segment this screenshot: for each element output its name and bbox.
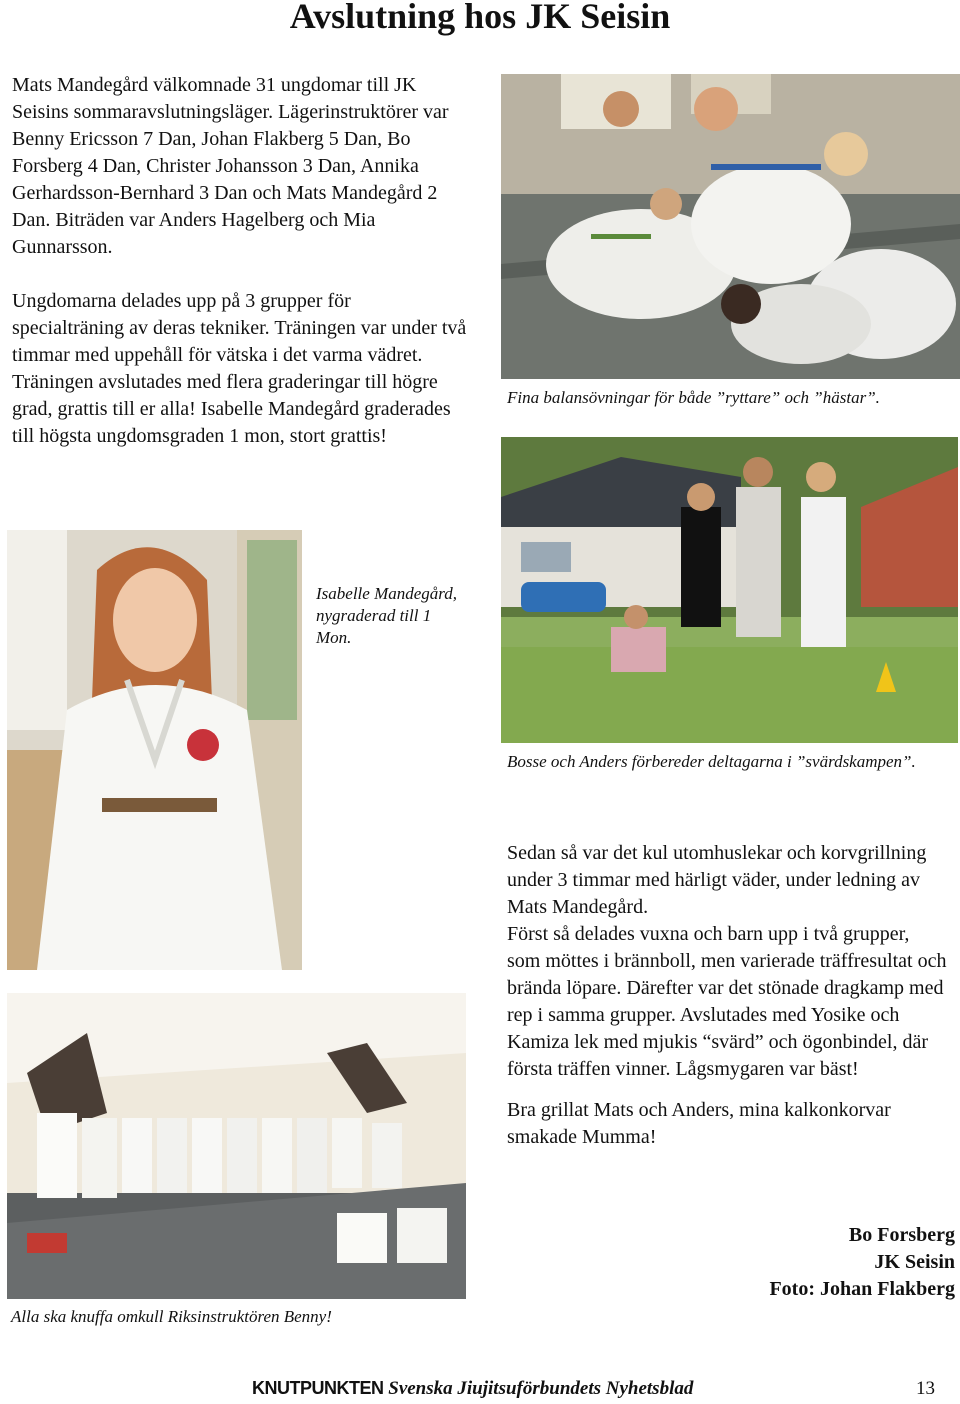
balance-exercise-photo [501,74,960,379]
club-name: JK Seisin [874,1251,955,1273]
outro-text [507,840,947,1151]
page-title: Avslutning hos JK Seisin [289,0,671,36]
intro-paragraph-1: Mats Mandegård välkomnade 31 ungdomar till JK Seisins sommaravslutningsläger. Lägerinstruktörer var Benny Ericsson 7 Dan, Johan Flakberg 5 Dan, Bo Forsberg 4 Dan, Christer Johansson 3 Dan, Annika Gerhardsson-Bernhard 3 Dan och Mats Mandegård 2 Dan. Biträden var Anders Hagelberg och Mia Gunnarsson. [12,74,449,258]
isabelle-photo-caption: Isabelle Mandegård, nygraderad till 1 Mon. [316,584,458,647]
page-number: 13 [916,1378,935,1399]
intro-text [12,72,467,450]
signature-block [600,1222,955,1303]
balance-photo-caption: Fina balansövningar för både ”ryttare” och ”hästar”. [507,388,880,407]
photo-credit: Foto: Johan Flakberg [769,1278,955,1300]
author-name: Bo Forsberg [848,1224,955,1246]
footer-subtitle: Svenska Jiujitsuförbundets Nyhetsblad [388,1378,694,1399]
sword-fight-photo [501,437,958,743]
outro-paragraph-3: Bra grillat Mats och Anders, mina kalkonkorvar smakade Mumma! [507,1099,891,1148]
push-over-photo [7,993,466,1299]
sword-photo-caption: Bosse och Anders förbereder deltagarna i ”svärdskampen”. [507,752,916,771]
outro-paragraph-1: Sedan så var det kul utomhuslekar och korvgrillning under 3 timmar med härligt väder, under ledning av Mats Mandegård. [507,842,927,918]
outro-paragraph-2: Först så delades vuxna och barn upp i två grupper, som möttes i brännboll, men varierade träffresultat och brända löpare. Därefter var det stönade dragkamp med rep i samma grupper. Avslutades med Yosike och Kamiza lek med mjukis “svärd” och ögonbindel, där första träffen vinner. Lågsmygaren var bäst! [507,923,947,1080]
isabelle-portrait-photo [7,530,302,970]
push-photo-caption: Alla ska knuffa omkull Riksinstruktören Benny! [11,1307,332,1326]
footer [252,1378,732,1400]
intro-paragraph-2: Ungdomarna delades upp på 3 grupper för specialträning av deras tekniker. Träningen var under två timmar med uppehåll för vätska i det varma vädret. Träningen avslutades med flera graderingar till högre grad, grattis till er alla! Isabelle Mandegård graderades till högsta ungdomsgraden 1 mon, stort grattis! [12,290,467,447]
footer-brand: KNUTPUNKTEN [252,1378,384,1398]
